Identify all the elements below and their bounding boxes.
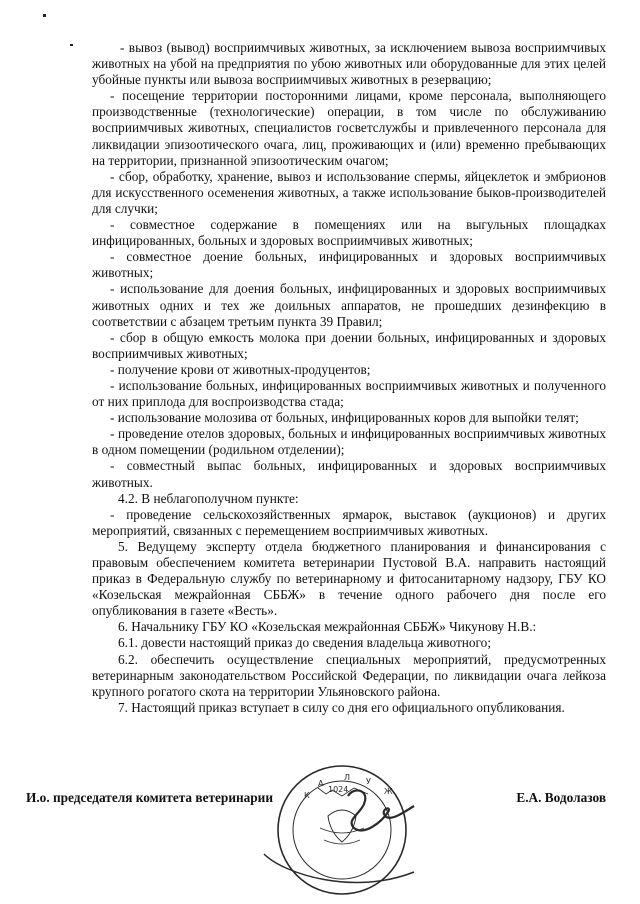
paragraph-section-6: 6. Начальнику ГБУ КО «Козельская межрайонная СББЖ» Чикунову Н.В.: [118,619,537,635]
paragraph-fairs-ban: - проведение сельскохозяйственных ярмарок, выставок (аукционов) и других мероприятий, связанных с перемещением восприимчивых животных. [92,506,606,538]
scan-speck [43,14,46,17]
paragraph-calving-ban: - проведение отелов здоровых, больных и инфицированных восприимчивых животных в одном помещении (родильном отделении); [92,426,606,458]
stamp-letter: А [318,779,324,788]
paragraph-section-5: 5. Ведущему эксперту отдела бюджетного планирования и финансирования с правовым обеспечением комитета ветеринарии Пустовой В.А. направить настоящий приказ в Федеральную службу по ветеринарному и фитосанитарному надзору, ГБУ КО «Козельская межрайонная СББЖ» в течение одного рабочего дня после его опубликования в газете «Весть». [92,538,606,619]
paragraph-blood-ban: - получение крови от животных-продуцентов; [110,361,371,377]
signature-block [26,790,606,810]
paragraph-section-6-2: 6.2. обеспечить осуществление специальных мероприятий, предусмотренных ветеринарным законодательством Российской Федерации, по ликвидации очага лейкоза крупного рогатого скота на территории Ульяновского района. [92,651,606,699]
paragraph-export-ban: - вывоз (вывод) восприимчивых животных, за исключением вывоза восприимчивых животных на убой на предприятия по убою животных или оборудованные для этих целей убойные пункты или вывоза восприимчивых животных в резервацию; [92,40,606,88]
paragraph-reproduction-ban: - использование больных, инфицированных восприимчивых животных и полученного от них приплода для воспроизводства стада; [92,377,606,410]
paragraph-joint-milking-ban: - совместное доение больных, инфицированных и здоровых восприимчивых животных; [92,249,606,281]
paragraph-milk-collection-ban: - сбор в общую емкость молока при доении больных, инфицированных и здоровых восприимчивых животных; [92,329,606,361]
paragraph-sperm-ban: - сбор, обработку, хранение, вывоз и использование спермы, яйцеклеток и эмбрионов для искусственного осеменения животных, а также использование быков-производителей для случки; [92,168,606,216]
signatory-role: И.о. председателя комитета ветеринарии [26,790,274,805]
section-4-2-heading: 4.2. В неблагополучном пункте: [118,490,299,506]
paragraph-milking-equipment-ban: - использование для доения больных, инфицированных и здоровых восприимчивых животных одних и тех же доильных аппаратов, не прошедших дезинфекцию в соответствии с абзацем третьим пункта 39 Правил; [92,281,606,329]
paragraph-grazing-ban: - совместный выпас больных, инфицированных и здоровых восприимчивых животных. [92,458,606,490]
stamp-letter: К [304,791,310,800]
signatory-name: Е.А. Водолазов [516,790,606,805]
paragraph-colostrum-ban: - использование молозива от больных, инфицированных коров для выпойки телят; [110,410,579,426]
paragraph-visit-ban: - посещение территории посторонними лицами, кроме персонала, выполняющего производственные (технологические) операции, в том числе по обслуживанию восприимчивых животных, специалистов госветслужбы и привлеченного персонала для ликвидации эпизоотического очага, лиц, проживающих и (или) временно пребывающих на территории, признанной эпизоотическим очагом; [92,88,606,168]
scan-speck [70,44,73,46]
official-stamp [258,758,458,904]
stamp-letter: У [366,777,371,786]
stamp-number: 1024 [328,785,349,794]
paragraph-joint-housing-ban: - совместное содержание в помещениях или на выгульных площадках инфицированных, больных и здоровых восприимчивых животных; [92,217,606,249]
stamp-letter: Л [344,773,351,782]
paragraph-section-6-1: 6.1. довести настоящий приказ до сведения владельца животного; [118,635,492,651]
document-body [92,40,606,716]
paragraph-section-7: 7. Настоящий приказ вступает в силу со дня его официального опубликования. [118,699,565,715]
stamp-letter: Ж [384,787,393,796]
